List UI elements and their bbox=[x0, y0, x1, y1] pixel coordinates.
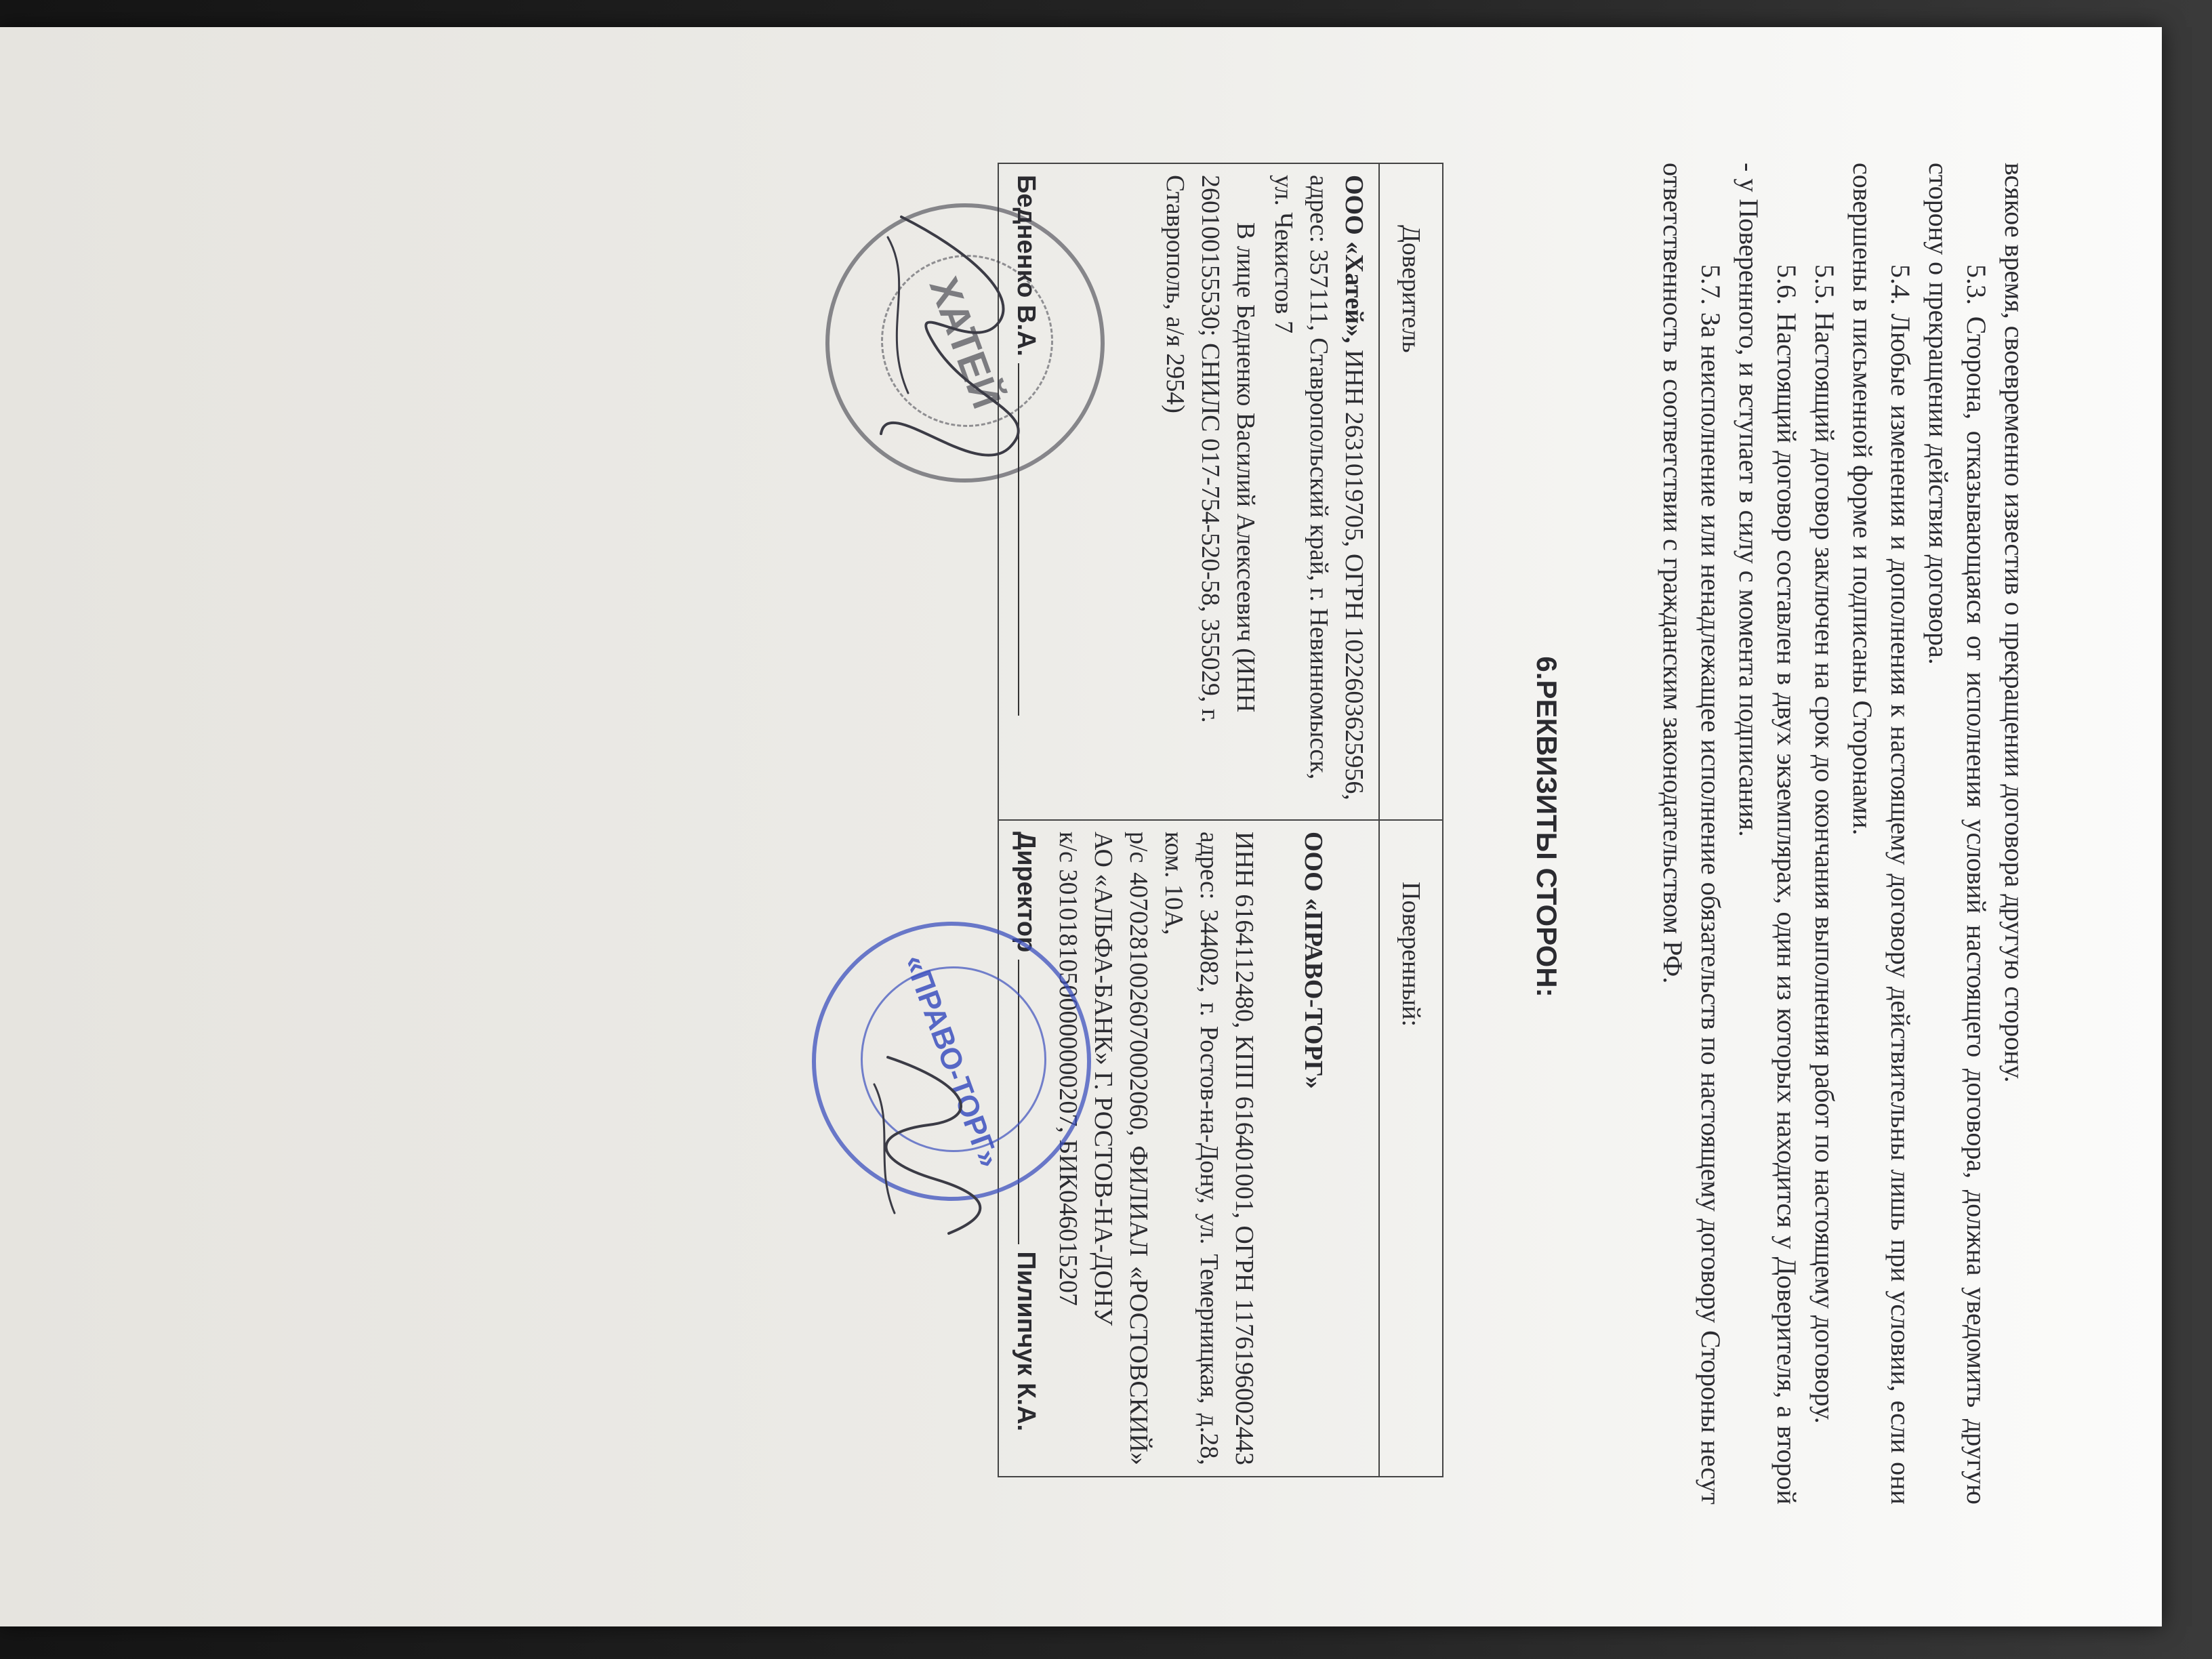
principal-details: ИНН 2631019705, ОГРН 1022603625956, адрес: 357111, Ставропольский край, г. Невинномысск, ул. Чекистов 7 bbox=[1269, 175, 1368, 800]
signature-rule bbox=[1018, 960, 1040, 1244]
principal-signature-name: Бедненко В.А. bbox=[1012, 175, 1040, 356]
table-header-row bbox=[1379, 163, 1443, 1477]
attorney-signature bbox=[847, 1044, 1010, 1247]
principal-block bbox=[1266, 175, 1372, 808]
paragraph-5-3: 5.3. Сторона, отказывающаяся от исполнения условий настоящего договора, должна уведомить другую сторону о прекращении действия договора. bbox=[1923, 163, 1992, 1504]
signature-rule bbox=[1018, 363, 1040, 716]
principal-representative: В лице Бедненко Василий Алексеевич (ИНН 260100155530; СНИЛС 017-754-520-58, 355029, г. Ставрополь, а/я 2954) bbox=[1161, 175, 1260, 723]
paragraph-5-5: 5.5. Настоящий договор заключен на срок до окончания выполнения работ по настоящему договору. bbox=[1809, 264, 1840, 1424]
attorney-signature-line bbox=[1008, 832, 1044, 1465]
principal-stamp-text: ХАТЕЙ bbox=[920, 271, 1010, 415]
table-row bbox=[998, 163, 1379, 1477]
attorney-stamp-text: «ПРАВО-ТОРГ» bbox=[898, 950, 1006, 1172]
attorney-corr-account: к/с 30101810500000000207, БИК046015207 bbox=[1054, 832, 1082, 1306]
header-principal: Доверитель bbox=[1379, 163, 1443, 820]
section-title: 6.РЕКВИЗИТЫ СТОРОН: bbox=[1531, 656, 1563, 998]
principal-name: ООО «Хатей», bbox=[1340, 175, 1368, 344]
paragraph-5-2-end: всякое время, своевременно известив о прекращении договора другую сторону. bbox=[1999, 163, 2030, 1083]
page-content bbox=[0, 27, 2162, 1626]
principal-signature-line bbox=[1008, 175, 1044, 808]
attorney-cell bbox=[998, 820, 1379, 1477]
attorney-name: ООО «ПРАВО-ТОРГ» bbox=[1299, 832, 1328, 1089]
attorney-signature-role: Директор bbox=[1012, 832, 1040, 953]
principal-cell bbox=[998, 163, 1379, 820]
attorney-signature-name: Пилипчук К.А. bbox=[1012, 1251, 1040, 1432]
attorney-details: ИНН 6164112480, КПП 616401001, ОГРН 1176196002443 адрес: 344082, г. Ростов-на-Дону, ул. Темерницкая, д.28, ком. 10А, bbox=[1160, 832, 1258, 1465]
paragraph-5-6: 5.6. Настоящий договор составлен в двух экземплярах, один из которых находится у Доверителя, а второй - у Поверенного, и вступает в силу с момента подписания. bbox=[1734, 163, 1802, 1504]
document-page bbox=[0, 27, 2162, 1626]
paragraph-5-7: 5.7. За неисполнение или ненадлежащее исполнение обязательств по настоящему договору Стороны несут ответственность в соответствии с гражданским законодательством РФ. bbox=[1658, 163, 1726, 1504]
header-attorney: Поверенный: bbox=[1379, 820, 1443, 1477]
terms-section bbox=[1654, 163, 2033, 1504]
requisites-table bbox=[998, 163, 1443, 1477]
paragraph-5-4: 5.4. Любые изменения и дополнения к настоящему договору действительны лишь при условии, если они совершены в письменной форме и подписаны Сторонами. bbox=[1847, 163, 1916, 1504]
attorney-bank: р/с 40702810026070002060, ФИЛИАЛ «РОСТОВСКИЙ» АО «АЛЬФА-БАНК» Г. РОСТОВ-НА-ДОНУ bbox=[1089, 832, 1153, 1465]
